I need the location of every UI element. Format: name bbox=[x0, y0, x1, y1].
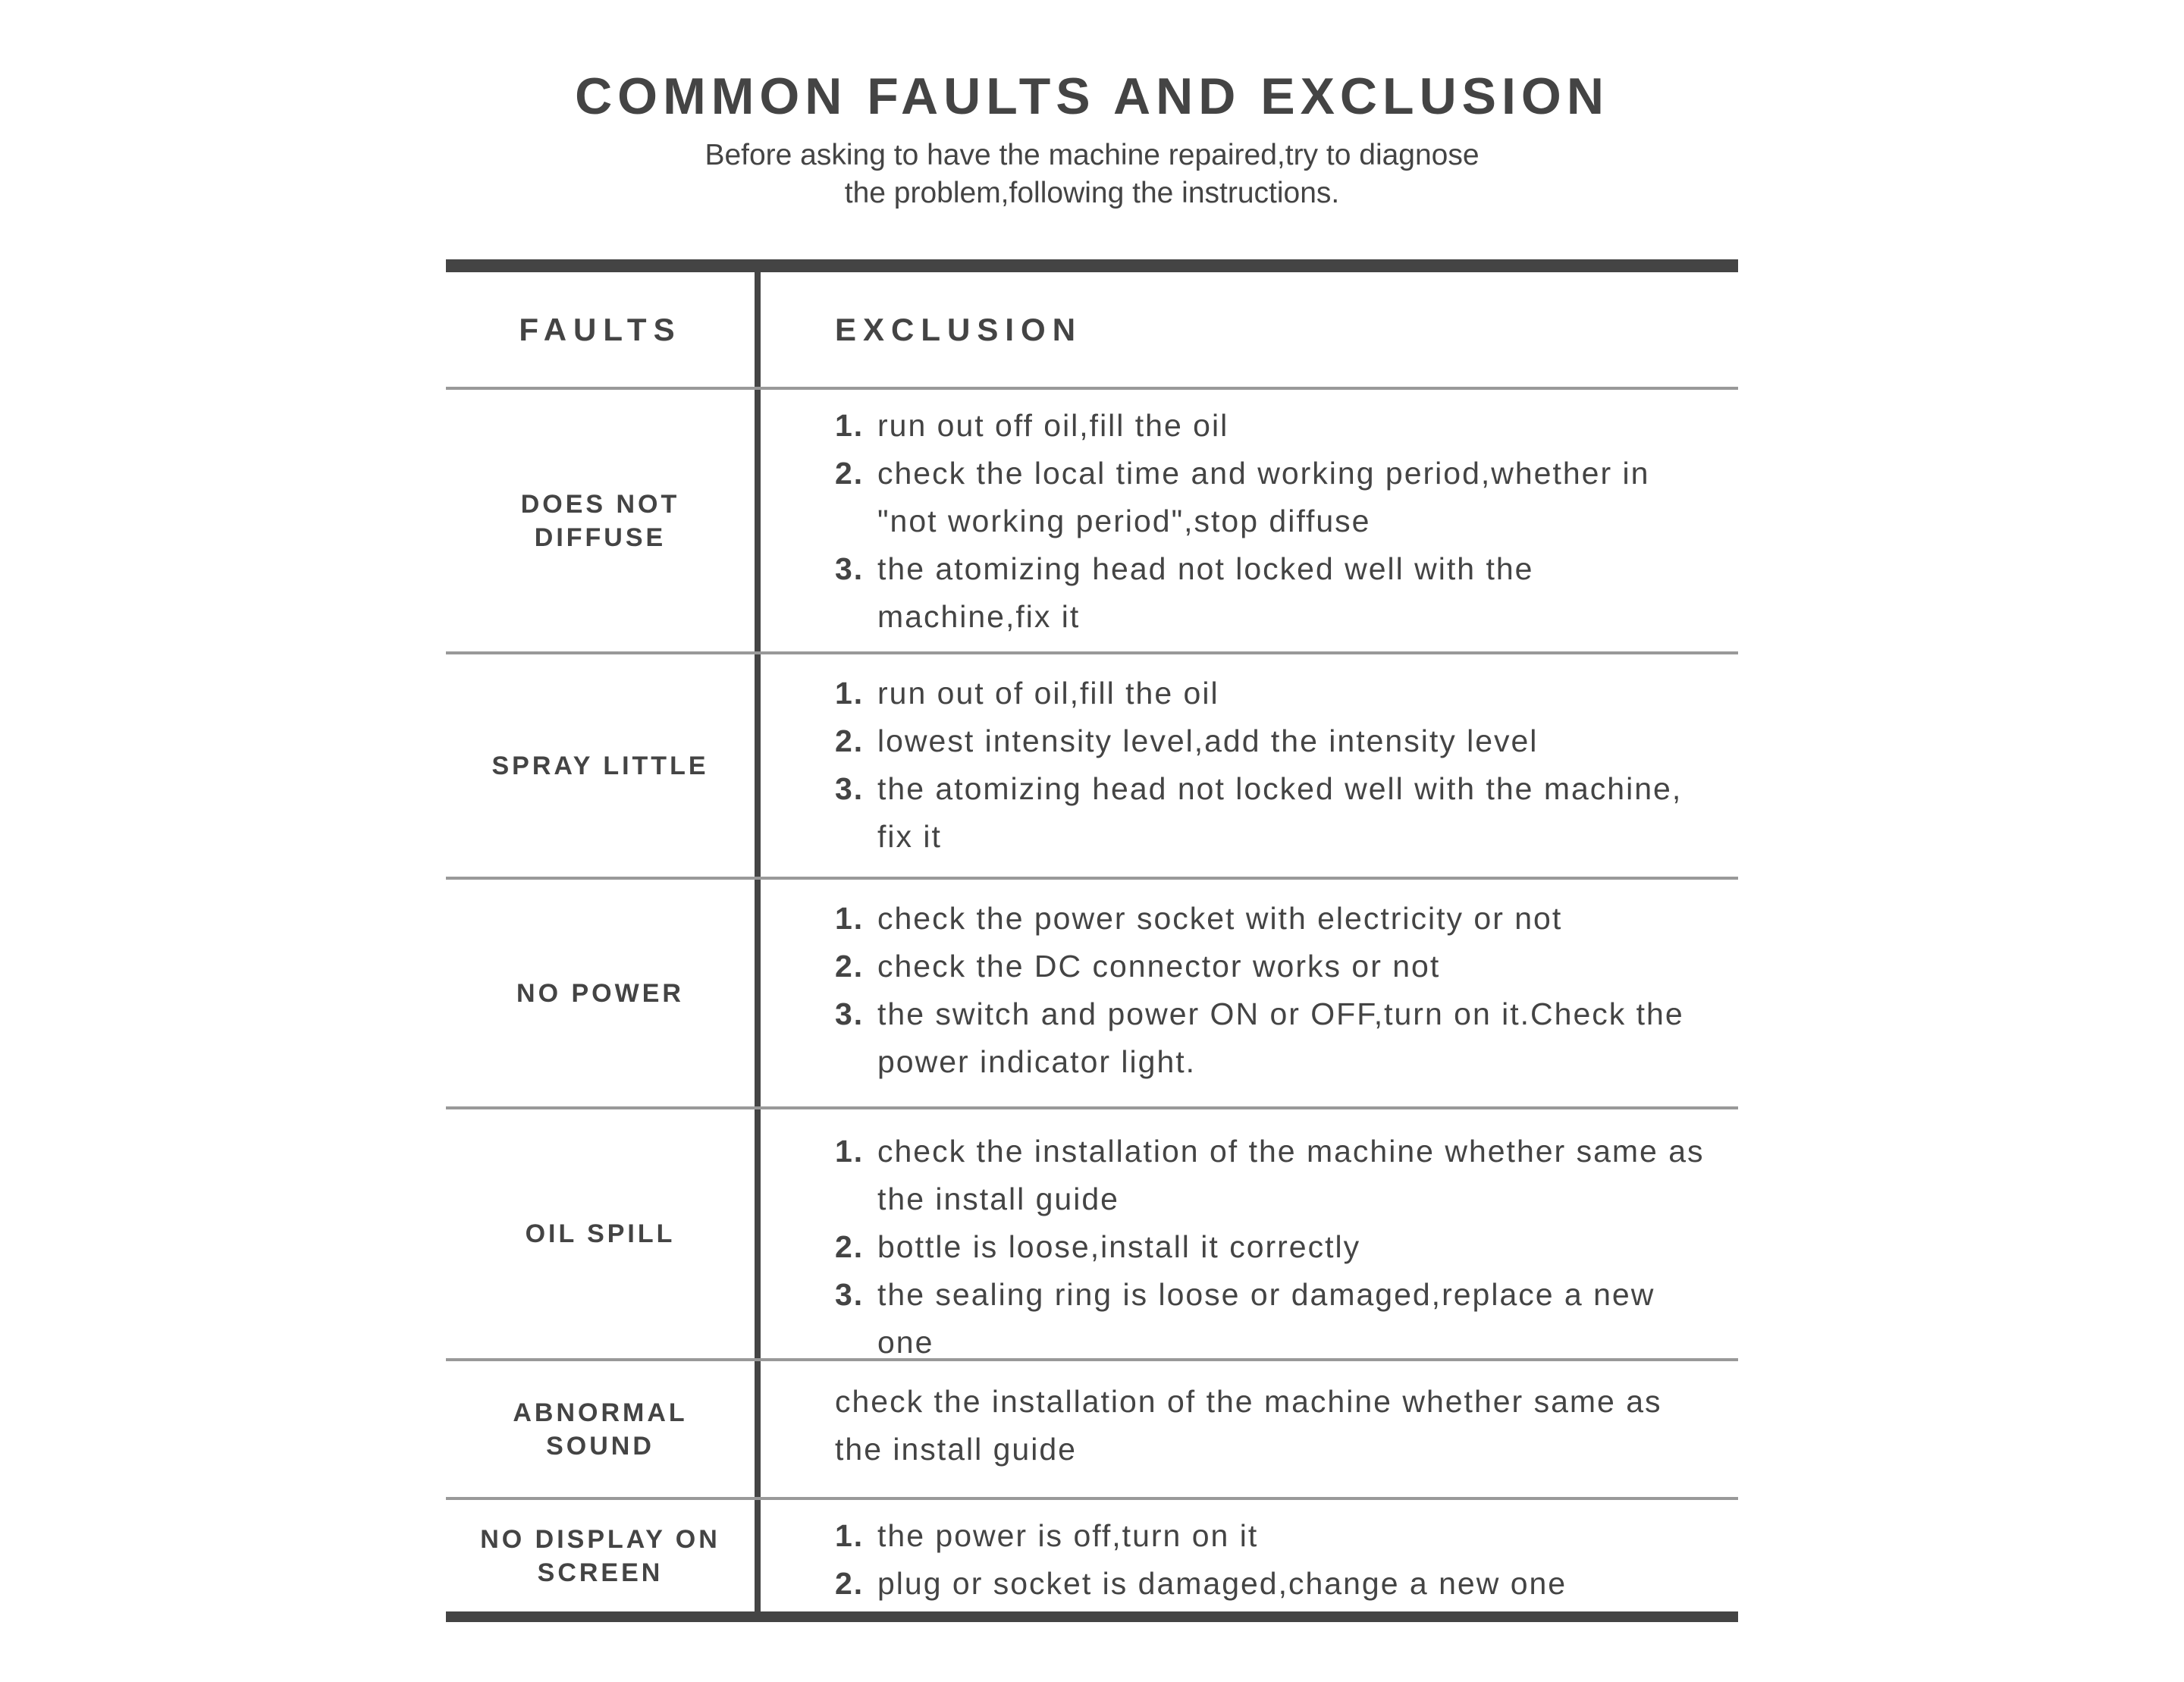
item-number: 1. bbox=[835, 1518, 864, 1553]
item-text: check the power socket with electricity or not bbox=[877, 901, 1563, 936]
item-text: lowest intensity level,add the intensity level bbox=[877, 723, 1539, 758]
item-text: the switch and power ON or OFF,turn on it.Check the power indicator light. bbox=[877, 996, 1684, 1079]
fault-label: NO POWER bbox=[516, 978, 684, 1008]
item-number: 3. bbox=[835, 1277, 864, 1312]
item-text: check the DC connector works or not bbox=[877, 949, 1441, 984]
exclusion-item bbox=[835, 1560, 1715, 1608]
exclusion-cell bbox=[835, 670, 1715, 861]
exclusion-cell bbox=[835, 1512, 1715, 1608]
item-text: the atomizing head not locked well with the machine, fix it bbox=[877, 771, 1683, 854]
item-number: 2. bbox=[835, 1229, 864, 1264]
exclusion-item bbox=[835, 1512, 1715, 1560]
subtitle-line-2: the problem,following the instructions. bbox=[844, 177, 1340, 209]
item-number: 2. bbox=[835, 723, 864, 758]
item-text: the atomizing head not locked well with the machine,fix it bbox=[877, 551, 1534, 634]
item-text: the sealing ring is loose or damaged,replace a new one bbox=[877, 1277, 1655, 1360]
exclusion-item bbox=[835, 765, 1715, 861]
exclusion-cell bbox=[835, 895, 1715, 1086]
item-text: check the installation of the machine whether same as the install guide bbox=[877, 1134, 1705, 1216]
exclusion-item bbox=[835, 943, 1715, 990]
page-title: COMMON FAULTS AND EXCLUSION bbox=[575, 67, 1609, 125]
exclusion-item bbox=[835, 717, 1715, 765]
exclusion-column-header: EXCLUSION bbox=[835, 311, 1083, 347]
exclusion-item bbox=[835, 670, 1715, 717]
exclusion-item bbox=[835, 1128, 1715, 1223]
table-row-no-display bbox=[446, 1500, 1738, 1611]
item-number: 3. bbox=[835, 996, 864, 1031]
item-number: 2. bbox=[835, 1566, 864, 1601]
table-row-does-not-diffuse bbox=[446, 390, 1738, 654]
item-number: 3. bbox=[835, 551, 864, 586]
exclusion-item bbox=[835, 402, 1715, 450]
table-row-abnormal-sound bbox=[446, 1361, 1738, 1500]
exclusion-item bbox=[835, 450, 1715, 545]
fault-label: OIL SPILL bbox=[525, 1219, 676, 1248]
item-number: 1. bbox=[835, 408, 864, 443]
exclusion-cell bbox=[835, 402, 1715, 641]
item-text: check the local time and working period,whether in "not working period",stop diffuse bbox=[877, 456, 1650, 538]
item-number: 2. bbox=[835, 949, 864, 984]
fault-label: DOES NOT DIFFUSE bbox=[520, 489, 680, 552]
table-row-spray-little bbox=[446, 654, 1738, 880]
item-number: 1. bbox=[835, 676, 864, 711]
item-number: 2. bbox=[835, 456, 864, 491]
fault-label: ABNORMAL SOUND bbox=[513, 1398, 688, 1461]
exclusion-cell bbox=[835, 1378, 1715, 1473]
exclusion-cell bbox=[835, 1128, 1715, 1367]
exclusion-item bbox=[835, 990, 1715, 1086]
page-subtitle bbox=[0, 137, 2184, 212]
item-text: plug or socket is damaged,change a new one bbox=[877, 1566, 1567, 1601]
exclusion-item bbox=[835, 1271, 1715, 1367]
item-text: the power is off,turn on it bbox=[877, 1518, 1259, 1553]
fault-label: NO DISPLAY ON SCREEN bbox=[480, 1524, 720, 1587]
exclusion-text: check the installation of the machine whether same as the install guide bbox=[835, 1384, 1662, 1467]
faults-table bbox=[446, 259, 1738, 1622]
item-number: 1. bbox=[835, 901, 864, 936]
subtitle-line-1: Before asking to have the machine repaired,try to diagnose bbox=[704, 139, 1480, 171]
item-text: run out of oil,fill the oil bbox=[877, 676, 1219, 711]
item-text: run out off oil,fill the oil bbox=[877, 408, 1229, 443]
exclusion-item bbox=[835, 1223, 1715, 1271]
item-number: 1. bbox=[835, 1134, 864, 1169]
fault-label: SPRAY LITTLE bbox=[491, 751, 709, 780]
table-header-row bbox=[446, 272, 1738, 390]
table-row-no-power bbox=[446, 880, 1738, 1109]
item-text: bottle is loose,install it correctly bbox=[877, 1229, 1361, 1264]
exclusion-item bbox=[835, 545, 1715, 641]
exclusion-item bbox=[835, 895, 1715, 943]
faults-column-header: FAULTS bbox=[519, 311, 682, 347]
table-row-oil-spill bbox=[446, 1109, 1738, 1361]
item-number: 3. bbox=[835, 771, 864, 806]
